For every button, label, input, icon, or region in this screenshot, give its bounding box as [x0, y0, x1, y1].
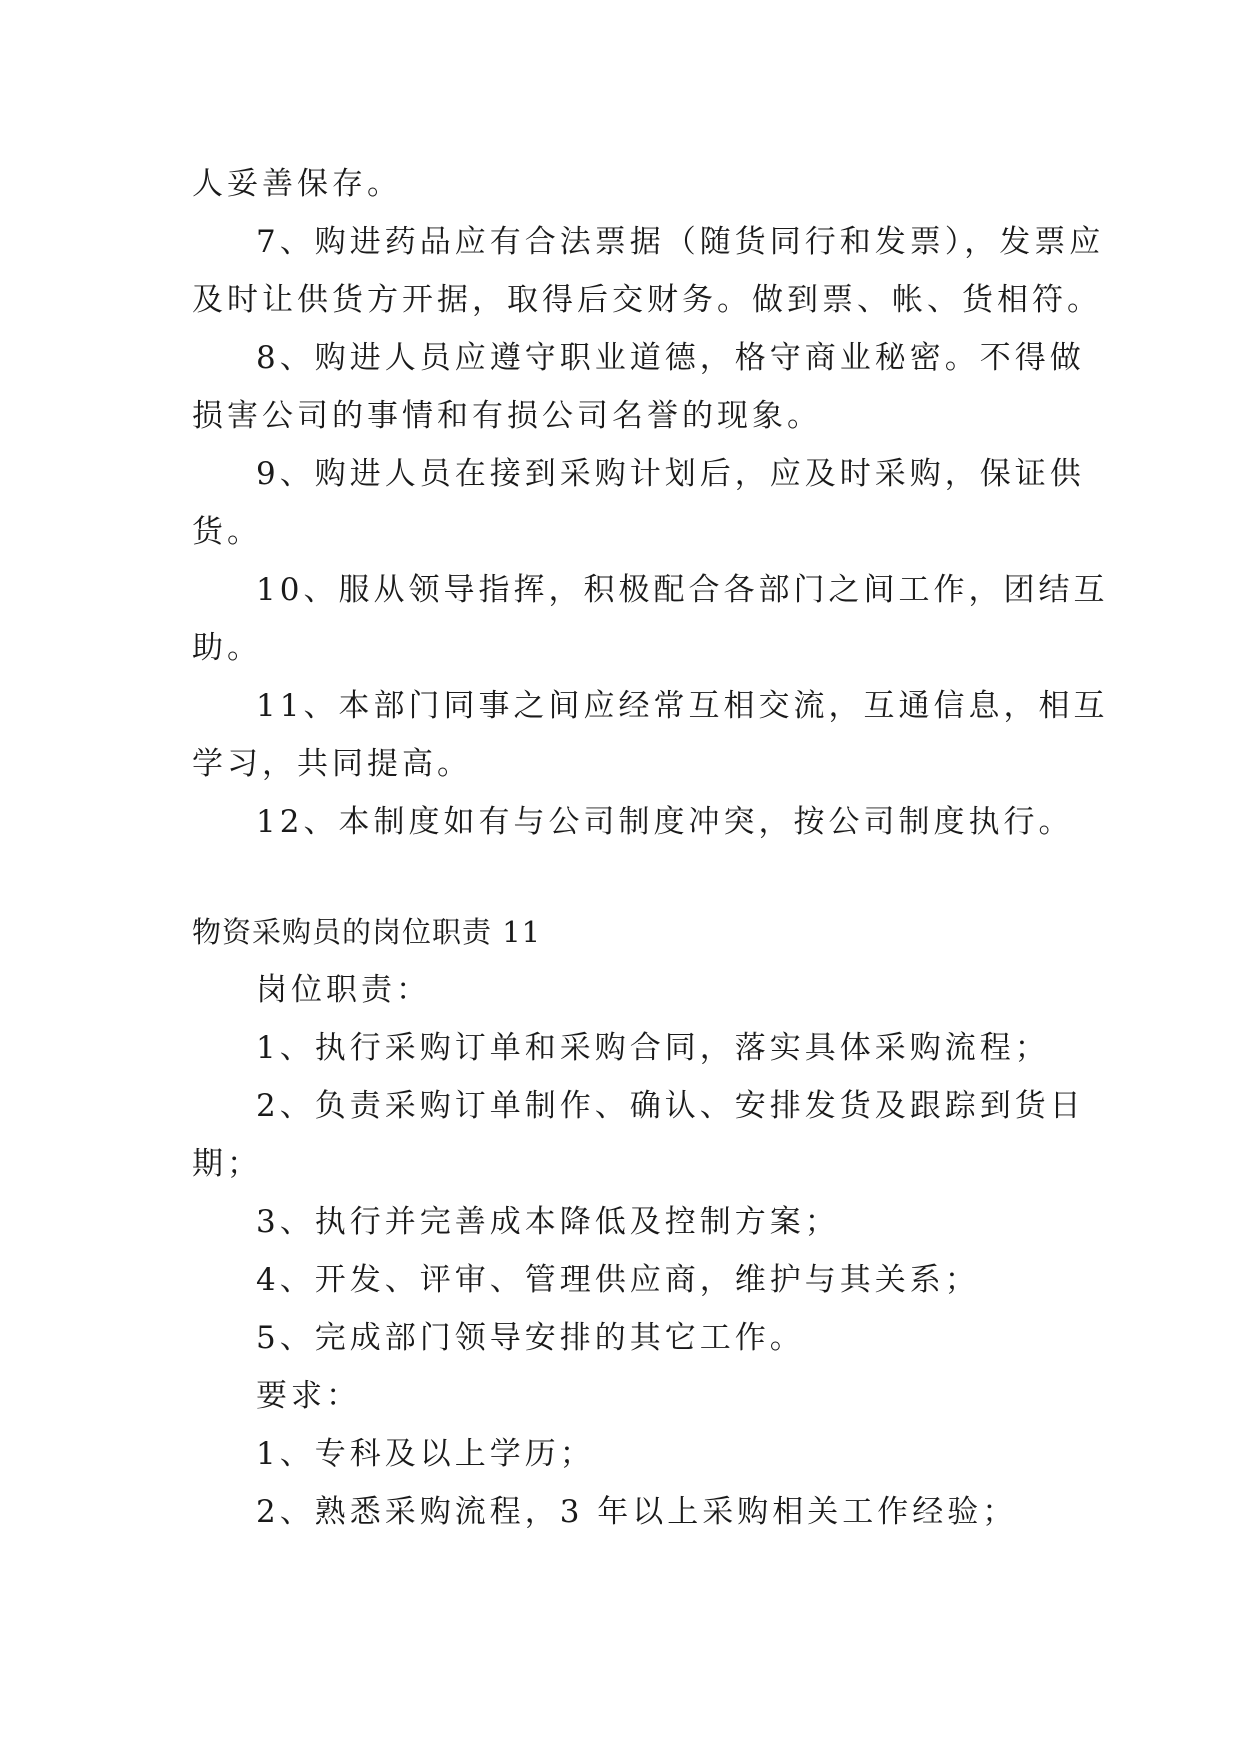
item-12-line-1: 12、本制度如有与公司制度冲突，按公司制度执行。	[256, 804, 1074, 840]
item-7-line-1: 7、购进药品应有合法票据（随货同行和发票），发票应	[256, 224, 1105, 260]
duty-2-line-1: 2、负责采购订单制作、确认、安排发货及跟踪到货日	[256, 1088, 1085, 1124]
item-7-line-2: 及时让供货方开据，取得后交财务。做到票、帐、货相符。	[192, 282, 1102, 318]
duty-1: 1、执行采购订单和采购合同，落实具体采购流程；	[256, 1030, 1050, 1066]
item-8-line-2: 损害公司的事情和有损公司名誉的现象。	[192, 398, 822, 434]
item-8-line-1: 8、购进人员应遵守职业道德，格守商业秘密。不得做	[256, 340, 1085, 376]
section-title: 物资采购员的岗位职责 11	[192, 915, 542, 949]
duties-heading: 岗位职责：	[256, 972, 431, 1008]
duty-2-line-2: 期；	[192, 1146, 262, 1182]
section-spacer	[192, 851, 1072, 903]
duty-5: 5、完成部门领导安排的其它工作。	[256, 1320, 805, 1356]
requirement-2: 2、熟悉采购流程，3 年以上采购相关工作经验；	[256, 1494, 1018, 1530]
duty-3: 3、执行并完善成本降低及控制方案；	[256, 1204, 840, 1240]
requirements-heading: 要求：	[256, 1378, 361, 1414]
item-10-line-2: 助。	[192, 630, 262, 666]
document-body	[192, 155, 1109, 1541]
paragraph-continuation: 人妥善保存。	[192, 166, 402, 202]
item-9-line-2: 货。	[192, 514, 262, 550]
requirement-1: 1、专科及以上学历；	[256, 1436, 595, 1472]
item-11-line-1: 11、本部门同事之间应经常互相交流，互通信息，相互	[256, 688, 1109, 724]
item-9-line-1: 9、购进人员在接到采购计划后，应及时采购，保证供	[256, 456, 1085, 492]
item-11-line-2: 学习，共同提高。	[192, 746, 472, 782]
duty-4: 4、开发、评审、管理供应商，维护与其关系；	[256, 1262, 980, 1298]
item-10-line-1: 10、服从领导指挥，积极配合各部门之间工作，团结互	[256, 572, 1109, 608]
